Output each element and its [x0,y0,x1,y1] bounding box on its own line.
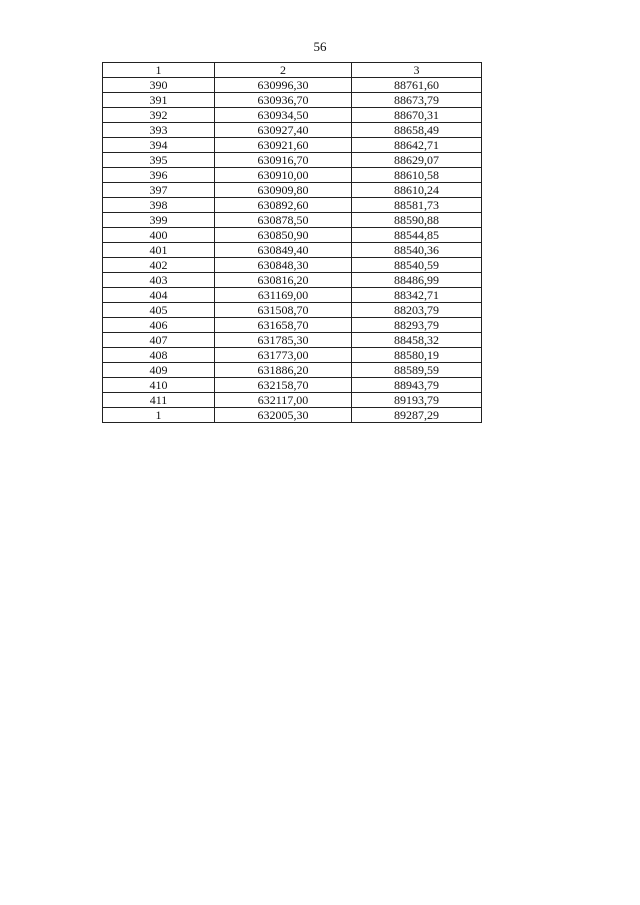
table-row [103,318,482,333]
table-row [103,228,482,243]
table-row [103,138,482,153]
point-number-cell: 403 [103,273,215,288]
column-header-3: 3 [352,63,482,78]
column-header-2: 2 [215,63,352,78]
point-number-cell: 409 [103,363,215,378]
point-number-cell: 396 [103,168,215,183]
x-coordinate-cell: 630934,50 [215,108,352,123]
x-coordinate-cell: 630850,90 [215,228,352,243]
x-coordinate-cell: 631886,20 [215,363,352,378]
table-row [103,273,482,288]
coordinates-table [102,62,482,423]
point-number-cell: 397 [103,183,215,198]
y-coordinate-cell: 88673,79 [352,93,482,108]
table-row [103,288,482,303]
point-number-cell: 411 [103,393,215,408]
y-coordinate-cell: 88610,58 [352,168,482,183]
x-coordinate-cell: 631169,00 [215,288,352,303]
table-row [103,213,482,228]
y-coordinate-cell: 88590,88 [352,213,482,228]
table-row [103,333,482,348]
x-coordinate-cell: 630996,30 [215,78,352,93]
y-coordinate-cell: 88540,59 [352,258,482,273]
table-row [103,153,482,168]
page-number: 56 [313,39,327,54]
x-coordinate-cell: 632158,70 [215,378,352,393]
y-coordinate-cell: 88293,79 [352,318,482,333]
x-coordinate-cell: 632005,30 [215,408,352,423]
point-number-cell: 404 [103,288,215,303]
y-coordinate-cell: 89193,79 [352,393,482,408]
point-number-cell: 394 [103,138,215,153]
y-coordinate-cell: 89287,29 [352,408,482,423]
x-coordinate-cell: 630910,00 [215,168,352,183]
point-number-cell: 406 [103,318,215,333]
x-coordinate-cell: 630909,80 [215,183,352,198]
x-coordinate-cell: 630848,30 [215,258,352,273]
table-row [103,183,482,198]
table-row [103,408,482,423]
table-row [103,363,482,378]
point-number-cell: 392 [103,108,215,123]
x-coordinate-cell: 630921,60 [215,138,352,153]
table-row [103,378,482,393]
table-row [103,168,482,183]
y-coordinate-cell: 88540,36 [352,243,482,258]
y-coordinate-cell: 88761,60 [352,78,482,93]
y-coordinate-cell: 88581,73 [352,198,482,213]
y-coordinate-cell: 88670,31 [352,108,482,123]
x-coordinate-cell: 631658,70 [215,318,352,333]
table-row [103,198,482,213]
point-number-cell: 399 [103,213,215,228]
point-number-cell: 393 [103,123,215,138]
y-coordinate-cell: 88203,79 [352,303,482,318]
x-coordinate-cell: 631773,00 [215,348,352,363]
x-coordinate-cell: 630892,60 [215,198,352,213]
point-number-cell: 405 [103,303,215,318]
point-number-cell: 391 [103,93,215,108]
y-coordinate-cell: 88658,49 [352,123,482,138]
y-coordinate-cell: 88458,32 [352,333,482,348]
table-body [103,78,482,423]
y-coordinate-cell: 88943,79 [352,378,482,393]
y-coordinate-cell: 88580,19 [352,348,482,363]
point-number-cell: 402 [103,258,215,273]
x-coordinate-cell: 630927,40 [215,123,352,138]
table-row [103,393,482,408]
column-header-1: 1 [103,63,215,78]
x-coordinate-cell: 630849,40 [215,243,352,258]
table-row [103,78,482,93]
table-row [103,243,482,258]
x-coordinate-cell: 630878,50 [215,213,352,228]
point-number-cell: 395 [103,153,215,168]
x-coordinate-cell: 630816,20 [215,273,352,288]
table-row [103,108,482,123]
point-number-cell: 410 [103,378,215,393]
table-row [103,93,482,108]
point-number-cell: 401 [103,243,215,258]
x-coordinate-cell: 632117,00 [215,393,352,408]
y-coordinate-cell: 88589,59 [352,363,482,378]
point-number-cell: 390 [103,78,215,93]
y-coordinate-cell: 88629,07 [352,153,482,168]
table-row [103,348,482,363]
table-header-row [103,63,482,78]
point-number-cell: 408 [103,348,215,363]
y-coordinate-cell: 88642,71 [352,138,482,153]
table-row [103,123,482,138]
y-coordinate-cell: 88342,71 [352,288,482,303]
y-coordinate-cell: 88610,24 [352,183,482,198]
point-number-cell: 407 [103,333,215,348]
x-coordinate-cell: 631508,70 [215,303,352,318]
table-row [103,258,482,273]
y-coordinate-cell: 88486,99 [352,273,482,288]
point-number-cell: 400 [103,228,215,243]
x-coordinate-cell: 630916,70 [215,153,352,168]
x-coordinate-cell: 631785,30 [215,333,352,348]
point-number-cell: 398 [103,198,215,213]
x-coordinate-cell: 630936,70 [215,93,352,108]
y-coordinate-cell: 88544,85 [352,228,482,243]
point-number-cell: 1 [103,408,215,423]
table-row [103,303,482,318]
